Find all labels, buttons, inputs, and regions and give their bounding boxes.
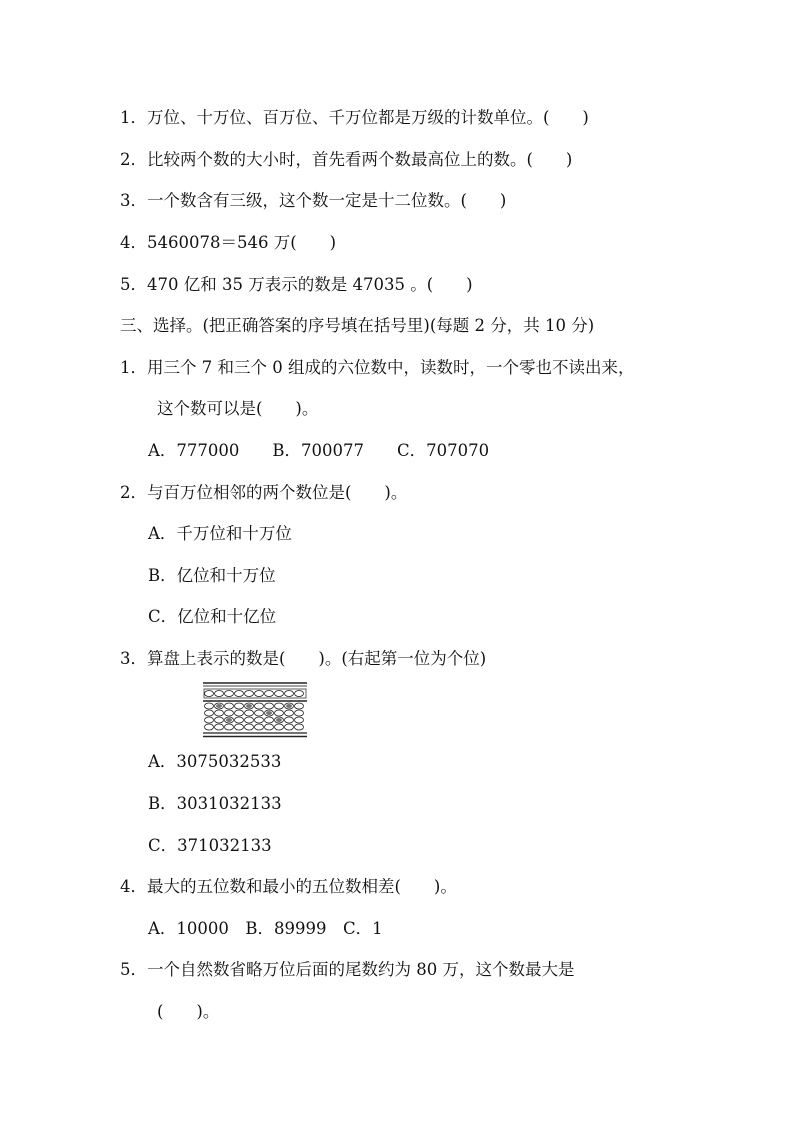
question-3-option-c: C．371032133 <box>148 836 272 855</box>
question-2-option-a: A．千万位和十万位 <box>148 524 292 543</box>
question-1-stem: 1．用三个 7 和三个 0 组成的六位数中，读数时，一个零也不读出来， <box>120 358 635 377</box>
question-2-option-c: C．亿位和十亿位 <box>148 607 277 626</box>
question-2-stem: 2．与百万位相邻的两个数位是( )。 <box>120 483 408 502</box>
question-1-options: A．777000 B．700077 C．707070 <box>148 441 490 460</box>
question-3-option-b: B．3031032133 <box>148 794 282 813</box>
question-2-option-b: B．亿位和十万位 <box>148 566 276 585</box>
judge-item-5: 5．470 亿和 35 万表示的数是 47035 。( ) <box>120 275 473 294</box>
judge-item-1: 1．万位、十万位、百万位、千万位都是万级的计数单位。( ) <box>120 108 589 127</box>
question-5-stem: 5．一个自然数省略万位后面的尾数约为 80 万，这个数最大是 <box>120 960 575 979</box>
question-4-stem: 4．最大的五位数和最小的五位数相差( )。 <box>120 877 457 896</box>
question-4-options: A．10000 B．89999 C．1 <box>148 919 383 938</box>
judge-item-2: 2．比较两个数的大小时，首先看两个数最高位上的数。( ) <box>120 150 573 169</box>
question-1-stem-cont: 这个数可以是( )。 <box>157 399 319 418</box>
abacus-image <box>203 682 307 738</box>
judge-item-3: 3．一个数含有三级，这个数一定是十二位数。( ) <box>120 191 507 210</box>
judge-item-4: 4．5460078＝546 万( ) <box>120 233 337 252</box>
question-3-stem: 3．算盘上表示的数是( )。(右起第一位为个位) <box>120 649 487 668</box>
question-5-stem-cont: ( )。 <box>157 1002 220 1021</box>
question-3-option-a: A．3075032533 <box>148 752 282 771</box>
section-heading: 三、选择。(把正确答案的序号填在括号里)(每题 2 分，共 10 分) <box>120 316 595 335</box>
